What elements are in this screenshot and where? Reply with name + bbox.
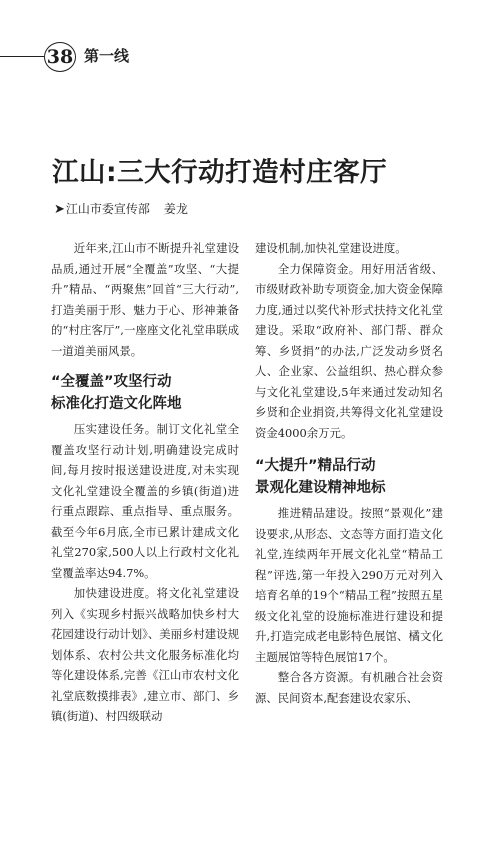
header-rule <box>0 56 44 57</box>
section-heading <box>51 371 239 415</box>
paragraph: 整合各方资源。有机融合社会资源、民间资本,配套建设农家乐、 <box>255 670 443 705</box>
byline-author: 姜龙 <box>163 202 188 216</box>
paragraph: 近年来,江山市不断提升礼堂建设品质,通过开展“全覆盖”攻坚、“大提升”精品、“两聚焦”回首“三大行动”,打造美丽于形、魅力于心、形神兼备的“村庄客厅”,一座座文化礼堂串联成一道道美丽风景。 <box>51 241 239 358</box>
right-column <box>255 238 443 708</box>
chevron-right-icon: ➤ <box>54 202 65 217</box>
section-heading-line: 景观化建设精神地标 <box>255 480 386 496</box>
section-name: 第一线 <box>84 47 130 65</box>
article-title: 江山:三大行动打造村庄客厅 <box>52 157 388 188</box>
left-column <box>51 238 239 727</box>
section-heading-line: “全覆盖”攻坚行动 <box>51 374 172 390</box>
section-heading-line: 标准化打造文化阵地 <box>51 396 182 412</box>
section-heading-line: “大提升”精品行动 <box>255 458 376 474</box>
byline <box>54 200 188 217</box>
paragraph: 全力保障资金。用好用活省级、市级财政补助专项资金,加大资金保障力度,通过以奖代补形式扶持文化礼堂建设。采取“政府补、部门帮、群众筹、乡贤捐”的办法,广泛发动乡贤名人、企业家、公益组织、热心群众参与文化礼堂建设,5年来通过发动知名乡贤和企业捐资,共筹得文化礼堂建设资金4000余万元。 <box>255 261 443 440</box>
paragraph: 压实建设任务。制订文化礼堂全覆盖攻坚行动计划,明确建设完成时间,每月按时报送建设进度,对未实现文化礼堂建设全覆盖的乡镇(街道)进行重点跟踪、重点指导、重点服务。截至今年6月底,全市已累计建成文化礼堂270家,500人以上行政村文化礼堂覆盖率达94.7%。 <box>51 422 239 580</box>
paragraph: 推进精品建设。按照“景观化”建设要求,从形态、文态等方面打造文化礼堂,连续两年开展文化礼堂“精品工程”评选,第一年投入290万元对列入培育名单的19个“精品工程”按照五星级文化礼堂的设施标准进行建设和提升,打造完成老电影特色展馆、橘文化主题展馆等特色展馆17个。 <box>255 506 443 664</box>
section-heading <box>255 455 443 499</box>
paragraph: 加快建设进度。将文化礼堂建设列入《实现乡村振兴战略加快乡村大花园建设行动计划》、美丽乡村建设规划体系、农村公共文化服务标准化均等化建设体系,完善《江山市农村文化礼堂底数摸排表》,建立市、部门、乡镇(街道)、村四级联动 <box>51 586 239 723</box>
paragraph: 建设机制,加快礼堂建设进度。 <box>255 241 407 255</box>
page-number: 38 <box>44 42 76 72</box>
byline-org: 江山市委宣传部 <box>65 202 150 216</box>
